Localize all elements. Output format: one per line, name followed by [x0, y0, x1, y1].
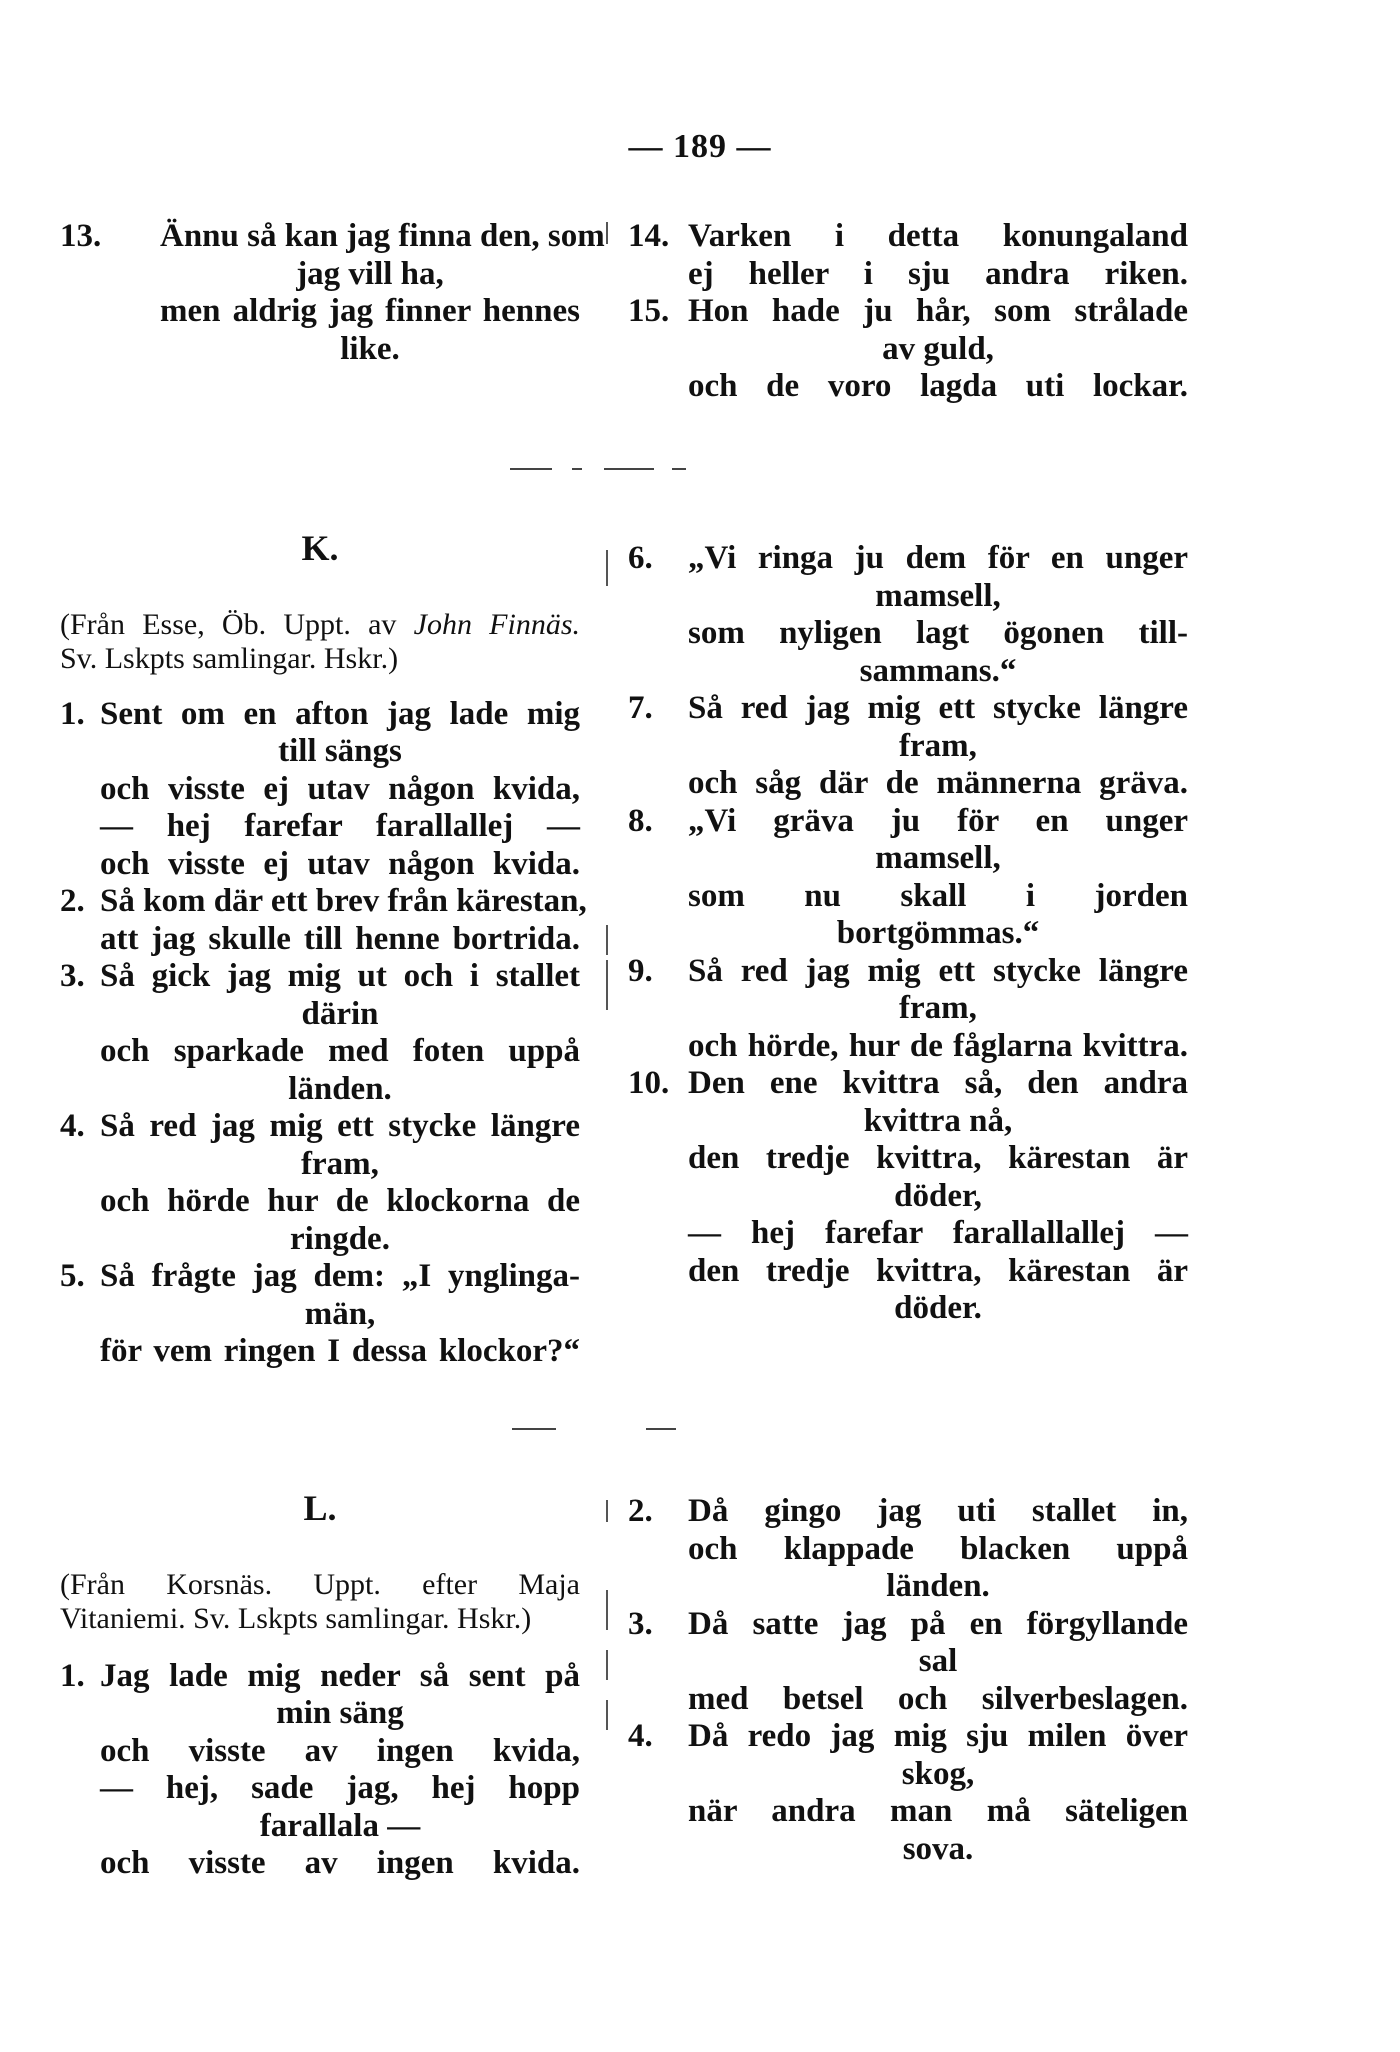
verse-line: att jag skulle till henne bortrida.: [100, 920, 580, 957]
section-l-right: [628, 1493, 1188, 1868]
separator-dash: [512, 1428, 556, 1430]
verse-line: och de voro lagda uti lockar.: [688, 368, 1188, 404]
verse-line: döder.: [894, 1290, 982, 1326]
separator-dash: [572, 468, 582, 470]
section-l-source-line: Vitaniemi. Sv. Lskpts samlingar. Hskr.): [60, 1601, 532, 1635]
verse-line: Så frågte jag dem: „I ynglinga-: [100, 1258, 580, 1294]
verse-number: 3.: [60, 958, 85, 994]
verse-line: „Vi ringa ju dem för en unger: [688, 540, 1188, 576]
collector-name: John Finnäs.: [413, 607, 581, 641]
verse-stanza: [60, 1258, 580, 1371]
verse-line: för vem ringen I dessa klockor?“: [100, 1333, 580, 1369]
verse-number: 13.: [60, 218, 102, 254]
verse-line: länden.: [886, 1568, 990, 1604]
verse-line: jag vill ha,: [296, 255, 444, 292]
section-l-left-stanzas: [60, 1658, 580, 1883]
verse-line: döder,: [894, 1177, 982, 1214]
verse-line: Så red jag mig ett stycke längre: [100, 1108, 580, 1144]
verse-line: den tredje kvittra, kärestan är: [688, 1252, 1188, 1289]
verse-line: sal: [918, 1643, 958, 1679]
verse-line: skog,: [901, 1755, 975, 1792]
section-l-source-line: (Från Korsnäs. Uppt. efter Maja: [60, 1567, 580, 1601]
verse-stanza: [60, 883, 587, 958]
verse-line: min säng: [276, 1695, 404, 1731]
verse-line: länden.: [288, 1070, 392, 1107]
verse-line: mamsell,: [875, 577, 1001, 614]
verse-line: Så red jag mig ett stycke längre: [688, 952, 1188, 989]
verse-line: som nu skall i jorden: [688, 877, 1188, 914]
verse-stanza: [628, 1493, 1188, 1606]
verse-line: „Vi gräva ju för en unger: [688, 802, 1188, 839]
verse-line: och sparkade med foten uppå: [100, 1033, 580, 1069]
verse-line: män,: [304, 1295, 376, 1332]
verse-line: — hej farefar farallallallej —: [688, 1215, 1188, 1251]
verse-number: 6.: [628, 540, 653, 576]
section-k-source-line: Sv. Lskpts samlingar. Hskr.): [60, 641, 399, 675]
column-divider-mark: [606, 1700, 608, 1730]
verse-line: Den ene kvittra så, den andra: [688, 1065, 1188, 1101]
verse-number: 7.: [628, 690, 653, 726]
verse-stanza: [628, 803, 1188, 953]
verse-line: Sent om en afton jag lade mig: [100, 695, 580, 732]
section-k-right: [628, 540, 1188, 1328]
verse-line: och hörde hur de klockorna de: [100, 1183, 580, 1219]
column-divider-mark: [606, 550, 608, 586]
verse-line: sova.: [902, 1830, 974, 1867]
verse-number: 1.: [60, 1657, 85, 1694]
separator-dash: [646, 1428, 676, 1430]
section-l-source: [60, 1568, 580, 1636]
verse-stanza: [628, 1065, 1188, 1328]
verse-number: 3.: [628, 1605, 653, 1642]
column-divider-mark: [606, 925, 608, 955]
verse-line: Så gick jag mig ut och i stallet: [100, 958, 580, 994]
section-l-left: [60, 1490, 580, 1883]
verse-number: 14.: [628, 218, 670, 254]
verse-line: bortgömmas.“: [836, 915, 1040, 951]
separator-dash: [510, 468, 552, 470]
verse-line: Så kom där ett brev från kärestan,: [100, 883, 587, 919]
verse-number: 15.: [628, 293, 670, 329]
verse-line: sammans.“: [859, 652, 1017, 689]
verse-line: med betsel och silverbeslagen.: [688, 1680, 1188, 1717]
section-k-heading: K.: [301, 528, 339, 568]
verse-line: like.: [340, 330, 400, 367]
section-k-left: [60, 528, 587, 1371]
verse-line: när andra man må säteligen: [688, 1793, 1188, 1829]
verse-line: fram,: [899, 990, 977, 1026]
verse-line: kvittra nå,: [863, 1102, 1013, 1139]
verse-stanza: [628, 953, 1188, 1066]
verse-line: Jag lade mig neder så sent på: [100, 1657, 580, 1694]
top-left-column: [60, 218, 605, 368]
verse-stanza: [628, 690, 1188, 803]
column-divider-mark: [606, 960, 608, 1010]
section-k-source-line: [60, 608, 580, 642]
source-text: (Från Esse, Öb. Uppt. av: [60, 607, 397, 641]
verse-line: och visste ej utav någon kvida,: [100, 770, 580, 807]
verse-line: och visste ej utav någon kvida.: [100, 845, 580, 882]
verse-line: av guld,: [882, 330, 994, 367]
verse-line: Då gingo jag uti stallet in,: [688, 1493, 1188, 1529]
verse-stanza: [628, 293, 1188, 406]
verse-line: farallala —: [259, 1807, 421, 1844]
verse-line: mamsell,: [875, 840, 1001, 876]
verse-line: ringde.: [290, 1220, 390, 1257]
column-divider-mark: [606, 1650, 608, 1680]
verse-line: ej heller i sju andra riken.: [688, 255, 1188, 292]
column-divider-mark: [606, 1590, 608, 1630]
top-right-column: [628, 218, 1188, 406]
section-l-heading: L.: [303, 1488, 337, 1528]
verse-line: Hon hade ju hår, som strålade: [688, 293, 1188, 329]
verse-number: 2.: [628, 1493, 653, 1529]
verse-number: 1.: [60, 695, 85, 732]
verse-line: — hej, sade jag, hej hopp: [100, 1770, 580, 1806]
page-number: — 189 —: [628, 128, 772, 165]
column-divider-mark: [606, 1500, 608, 1522]
separator-dash: [672, 468, 686, 470]
column-divider-mark: [606, 222, 608, 244]
verse-stanza: [60, 218, 605, 368]
verse-line: fram,: [301, 1145, 379, 1182]
verse-line: och hörde, hur de fåglarna kvittra.: [688, 1027, 1188, 1064]
verse-line: Varken i detta konungaland: [688, 218, 1188, 254]
separator-dash: [604, 468, 654, 470]
verse-stanza: [628, 218, 1188, 293]
verse-line: den tredje kvittra, kärestan är: [688, 1140, 1188, 1176]
verse-line: och visste av ingen kvida.: [100, 1845, 580, 1881]
verse-stanza: [628, 540, 1188, 690]
verse-stanza: [60, 958, 580, 1108]
verse-number: 4.: [60, 1108, 85, 1144]
verse-line: — hej farefar farallallej —: [100, 808, 580, 844]
verse-line: till sängs: [278, 733, 402, 769]
verse-line: och visste av ingen kvida,: [100, 1732, 580, 1769]
verse-line: och klappade blacken uppå: [688, 1530, 1188, 1567]
verse-line: Så red jag mig ett stycke längre: [688, 690, 1188, 726]
verse-line: Då redo jag mig sju milen över: [688, 1718, 1188, 1754]
verse-line: som nyligen lagt ögonen till-: [688, 615, 1188, 651]
section-k-left-stanzas: [60, 695, 587, 1371]
verse-stanza: [60, 696, 580, 884]
section-k-source: [60, 608, 580, 676]
verse-line: Ännu så kan jag finna den, som: [160, 218, 605, 254]
verse-number: 8.: [628, 802, 653, 839]
verse-stanza: [628, 1718, 1188, 1868]
verse-line: och såg där de männerna gräva.: [688, 765, 1188, 801]
verse-stanza: [628, 1606, 1188, 1719]
verse-stanza: [60, 1658, 580, 1883]
verse-line: fram,: [899, 727, 977, 764]
verse-number: 2.: [60, 883, 85, 919]
verse-number: 9.: [628, 952, 653, 989]
verse-number: 4.: [628, 1718, 653, 1754]
verse-stanza: [60, 1108, 580, 1258]
verse-line: Då satte jag på en förgyllande: [688, 1605, 1188, 1642]
verse-line: men aldrig jag finner hennes: [160, 293, 580, 329]
verse-number: 5.: [60, 1258, 85, 1294]
verse-line: därin: [301, 995, 379, 1032]
verse-number: 10.: [628, 1065, 670, 1101]
